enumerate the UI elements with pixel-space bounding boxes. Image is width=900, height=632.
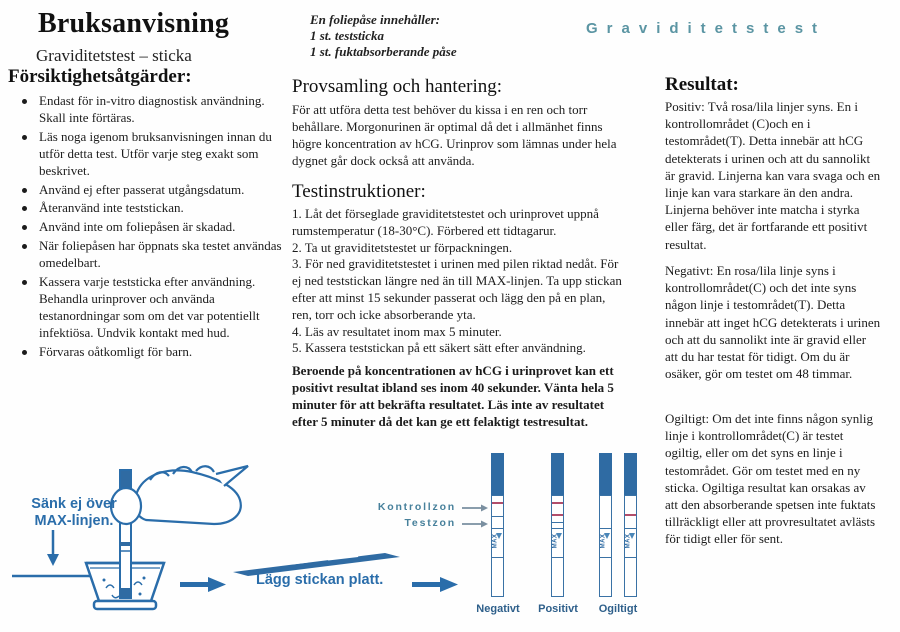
list-item [14,238,282,272]
arrow-right-icon [180,577,226,592]
list-item [14,219,282,236]
stick-result-window [624,495,637,529]
precautions-list [14,93,282,363]
stick-handle [491,453,504,495]
stick-label-negative: Negativt [476,603,520,615]
list-item-text: Läs noga igenom bruksanvisningen innan du utför detta test. Utför varje steg exakt som beskrivet. [39,128,272,178]
stick-result-window [599,495,612,529]
instruction-step: 3. För ned graviditetstestet i urinen med pilen riktad nedåt. För ej ned teststickan längre ned än till MAX-linjen. Ta upp stickan efter att minst 15 sekunder passerat och lägg den på en plan, ren, torr och icke absorberande yta. [292,256,622,322]
stick-handle [551,453,564,495]
control-line [552,502,563,504]
max-arrow-icon [604,533,610,539]
stick-max-zone [624,529,637,558]
stick-result-window [491,495,504,529]
list-item [14,274,282,342]
instructions-heading: Testinstruktioner: [292,181,426,202]
arrow-right-icon [412,577,458,592]
result-stick-invalid-1 [599,453,612,598]
stick-foot [599,558,612,597]
list-item-text: Endast för in-vitro diagnostisk användning. Skall inte förtäras. [39,93,265,125]
bullet-dot [22,99,27,104]
result-stick-invalid-2 [624,453,637,598]
package-contents [310,12,457,60]
test-zone-label: Testzon [404,517,456,529]
instruction-step: 4. Läs av resultatet inom max 5 minuter. [292,323,502,339]
max-label: MAX [552,533,559,549]
bullet-dot [22,244,27,249]
sampling-heading: Provsamling och hantering: [292,76,503,97]
test-line [552,514,563,516]
bullet-dot [22,135,27,140]
result-positive-text: Positiv: Två rosa/lila linjer syns. En i kontrollområdet (C)och en i testområdet(T). Detta innebär att hCG detekterats i urinen och att du sannolikt är gravid. Linjerna kan vara svaga och en linje kan vara starkare än den andra. Linjerna behöver inte matcha i styrka eller färg, det är fortfarande ett positivt resultat. [665,99,881,252]
list-item-text: Förvaras oåtkomligt för barn. [39,343,193,359]
stick-max-zone [551,529,564,558]
list-item [14,200,282,217]
instruction-step: 1. Låt det förseglade graviditetstestet och urinprovet uppnå rumstemperatur (18-30°C). Förbered ett tidtagarur. [292,206,599,238]
stick-handle [624,453,637,495]
sampling-body: För att utföra detta test behöver du kissa i en ren och torr behållare. Morgonurinen är optimal då det i allmänhet finns högre koncentration av hCG. Urinprov som lämnas under hela dygnet går dock också att använda. [292,102,617,168]
stick-foot [551,558,564,597]
bullet-dot [22,188,27,193]
control-line [492,502,503,504]
list-item-text: När foliepåsen har öppnats ska testet användas omedelbart. [39,238,282,271]
list-item [14,344,282,361]
max-label: MAX [492,533,499,549]
page-subtitle: Graviditetstest – sticka [36,46,192,65]
down-arrow-icon [47,530,59,566]
list-item [14,182,282,199]
max-label: MAX [600,533,607,549]
lay-flat-note: Lägg stickan platt. [256,572,384,588]
instruction-step: 2. Ta ut graviditetstestet ur förpackningen. [292,239,513,255]
list-item-text: Kassera varje teststicka efter användning. Behandla urinprover och använda testanordningar som om det var potentiellt infektiösa. Undvik kontakt med hud. [39,274,260,340]
max-arrow-icon [629,533,635,539]
bullet-dot [22,350,27,355]
window-divider [492,516,503,517]
max-line-note: Sänk ej över MAX-linjen. [31,496,117,529]
stick-foot [624,558,637,597]
package-contents-line3: 1 st. fuktabsorberande påse [310,44,457,59]
list-item [14,93,282,127]
stick-foot [491,558,504,597]
result-stick-positive [551,453,564,598]
timing-warning: Beroende på koncentrationen av hCG i urinprovet kan ett positivt resultat ibland ses inom 40 sekunder. Vänta hela 5 minuter för att bekräfta resultatet. Läs inte av resultatet efter 5 minuter då det kan ge ett felaktigt testresultat. [292,363,614,429]
list-item-text: Använd ej efter passerat utgångsdatum. [39,181,245,197]
package-contents-line2: 1 st. teststicka [310,28,385,43]
bullet-dot [22,206,27,211]
result-stick-negative [491,453,504,598]
list-item-text: Återanvänd inte teststickan. [39,200,184,216]
max-arrow-icon [496,533,502,539]
dip-test-illustration [0,430,492,632]
page-title: Bruksanvisning [38,8,230,39]
stick-max-zone [491,529,504,558]
max-arrow-icon [556,533,562,539]
list-item [14,129,282,180]
brand-wordmark: Graviditetstest [586,20,827,37]
control-zone-label: Kontrollzon [377,501,456,513]
stick-max-zone [599,529,612,558]
results-heading: Resultat: [665,74,739,95]
stick-handle [599,453,612,495]
precautions-heading: Försiktighetsåtgärder: [8,66,192,87]
result-negative-text: Negativt: En rosa/lila linje syns i kontrollområdet(C) och det inte syns någon linje i testområdet(T). Detta innebär att inget hCG detekterats i urinen och att du sannolikt inte är gravid eller att du har testat för tidigt. Om du är osäker, gör om testet om 48 timmar. [665,263,881,382]
instructions-steps [292,206,624,357]
window-divider [552,522,563,523]
result-invalid-text: Ogiltigt: Om det inte finns någon synlig linje i kontrollområdet(C) är testet ogiltig, eller om det syns en linje i testområdet. Gör om testet med en ny sticka. Ogiltiga resultat kan orsakas av att den absorberande spetsen inte fuktats tillräckligt eller att provresultatet avlästs för tidigt eller för sent. [665,411,876,547]
instruction-step: 5. Kassera teststickan på ett säkert sätt efter användning. [292,340,586,356]
package-contents-line1: En foliepåse innehåller: [310,12,441,27]
stick-label-positive: Positivt [538,603,578,615]
test-line [625,514,636,516]
list-item-text: Använd inte om foliepåsen är skadad. [39,219,236,235]
pointer-arrow-icon [462,505,488,528]
stick-result-window [551,495,564,529]
bullet-dot [22,280,27,285]
stick-label-invalid: Ogiltigt [598,603,638,615]
bullet-dot [22,225,27,230]
max-label: MAX [625,533,632,549]
